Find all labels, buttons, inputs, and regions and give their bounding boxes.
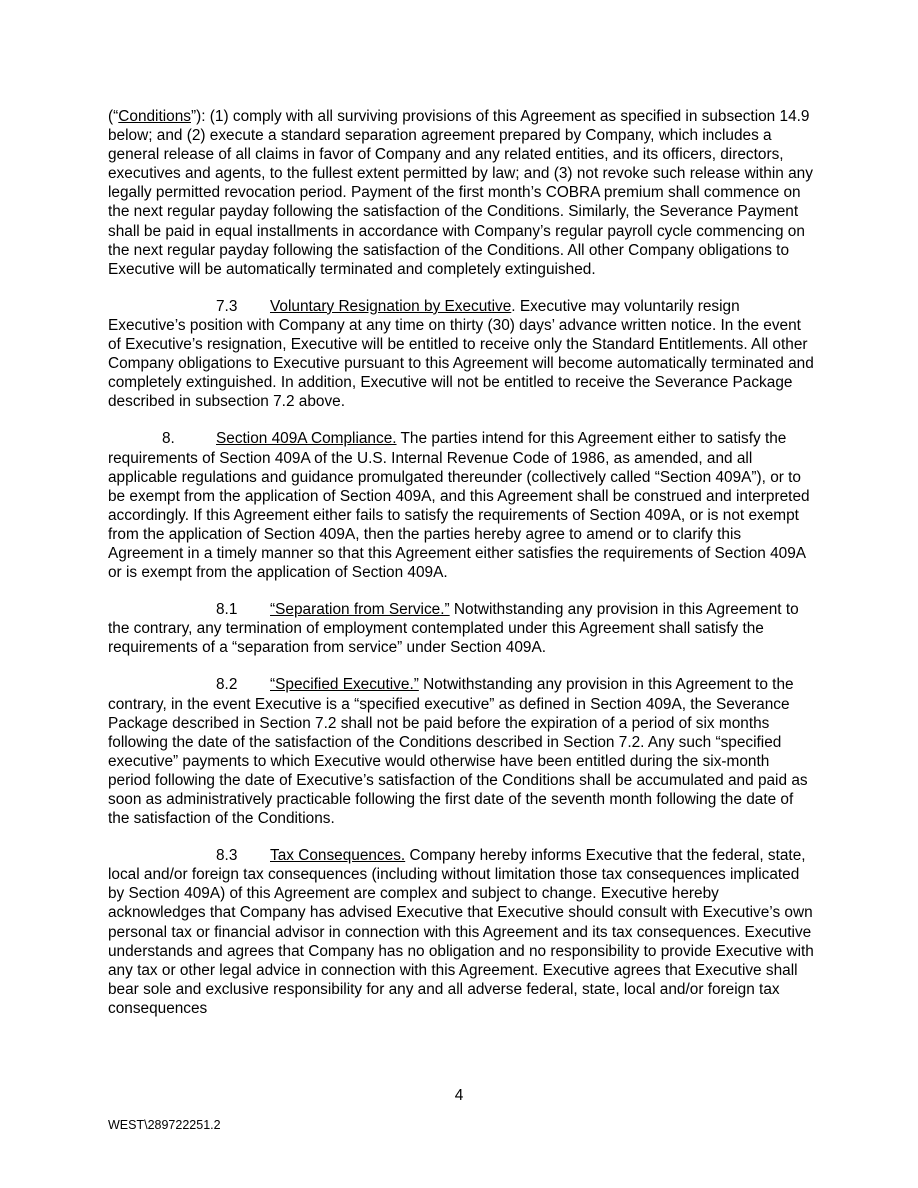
section-heading: Tax Consequences. [270,847,406,865]
section-text: The parties intend for this Agreement either to satisfy the requirements of Section 409A of the U.S. Internal Revenue Code of 1986, as amended, and all applicable regulations and guidance promulgated thereunder (collectively called “Section 409A”), or to be exempt from the application of Section 409A, and this Agreement shall be construed and interpreted accordingly. If this Agreement either fails to satisfy the requirements of Section 409A, or is not exempt from the application of Section 409A, then the parties hereby agree to amend or to clarify this Agreement in a timely manner so that this Agreement either satisfies the requirements of Section 409A or is exempt from the application of Section 409A. [108,430,810,582]
section-number: 8.3 [216,847,238,865]
section-8-1 [108,600,814,657]
section-text: . Executive may voluntarily resign Executive’s position with Company at any time on thirty (30) days’ advance written notice. In the event of Executive’s resignation, Executive will be entitled to receive only the Standard Entitlements. All other Company obligations to Executive pursuant to this Agreement will become automatically terminated and completely extinguished. In addition, Executive will not be entitled to receive the Severance Package described in subsection 7.2 above. [108,297,814,411]
section-text: Notwithstanding any provision in this Agreement to the contrary, any termination of employment contemplated under this Agreement shall satisfy the requirements of a “separation from service” under Section 409A. [108,601,799,657]
defined-term-conditions: Conditions [118,108,191,125]
section-8-2 [108,675,814,828]
section-7-3 [108,297,814,412]
section-8 [108,429,814,582]
section-heading: Section 409A Compliance. [216,430,397,448]
document-body [108,107,814,1036]
section-8-3 [108,846,814,1018]
section-number: 7.3 [216,297,238,315]
section-text: Notwithstanding any provision in this Agreement to the contrary, in the event Executive is a “specified executive” as defined in Section 409A, the Severance Package described in Section 7.2 shall not be paid before the expiration of a period of six months following the date of the satisfaction of the Conditions described in Section 7.2. Any such “specified executive” payments to which Executive would otherwise have been entitled during the six-month period following the date of Executive’s satisfaction of the Conditions shall be accumulated and paid as soon as administratively practicable following the first date of the seventh month following the date of the satisfaction of the Conditions. [108,676,808,828]
paragraph-text: ”): (1) comply with all surviving provisions of this Agreement as specified in subsection 14.9 below; and (2) execute a standard separation agreement prepared by Company, which includes a general release of all claims in favor of Company and any related entities, and its officers, directors, executives and agents, to the fullest extent permitted by law; and (3) not revoke such release within any legally permitted revocation period. Payment of the first month’s COBRA premium shall commence on the next regular payday following the satisfaction of the Conditions. Similarly, the Severance Payment shall be paid in equal installments in accordance with Company’s regular payroll cycle commencing on the next regular payday following the satisfaction of the Conditions. All other Company obligations to Executive will be automatically terminated and completely extinguished. [108,108,813,278]
section-number: 8.2 [216,676,238,694]
section-heading: “Separation from Service.” [270,601,450,619]
section-heading: Voluntary Resignation by Executive [270,297,512,315]
page-number: 4 [454,1087,464,1104]
section-heading: “Specified Executive.” [270,676,419,694]
paragraph-conditions [108,107,814,279]
open-quote: (“ [108,108,119,125]
section-text: Company hereby informs Executive that the federal, state, local and/or foreign tax consequences (including without limitation those tax consequences implicated by Section 409A) of this Agreement are complex and subject to change. Executive hereby acknowledges that Company has advised Executive that Executive should consult with Executive’s own personal tax or financial advisor in connection with this Agreement and its tax consequences. Executive understands and agrees that Company has no obligation and no responsibility to provide Executive with any tax or other legal advice in connection with this Agreement. Executive agrees that Executive shall bear sole and exclusive responsibility for any and all adverse federal, state, local and/or foreign tax consequences [108,847,814,1017]
section-number: 8. [162,430,175,448]
document-id: WEST\289722251.2 [108,1118,221,1132]
section-number: 8.1 [216,601,238,619]
